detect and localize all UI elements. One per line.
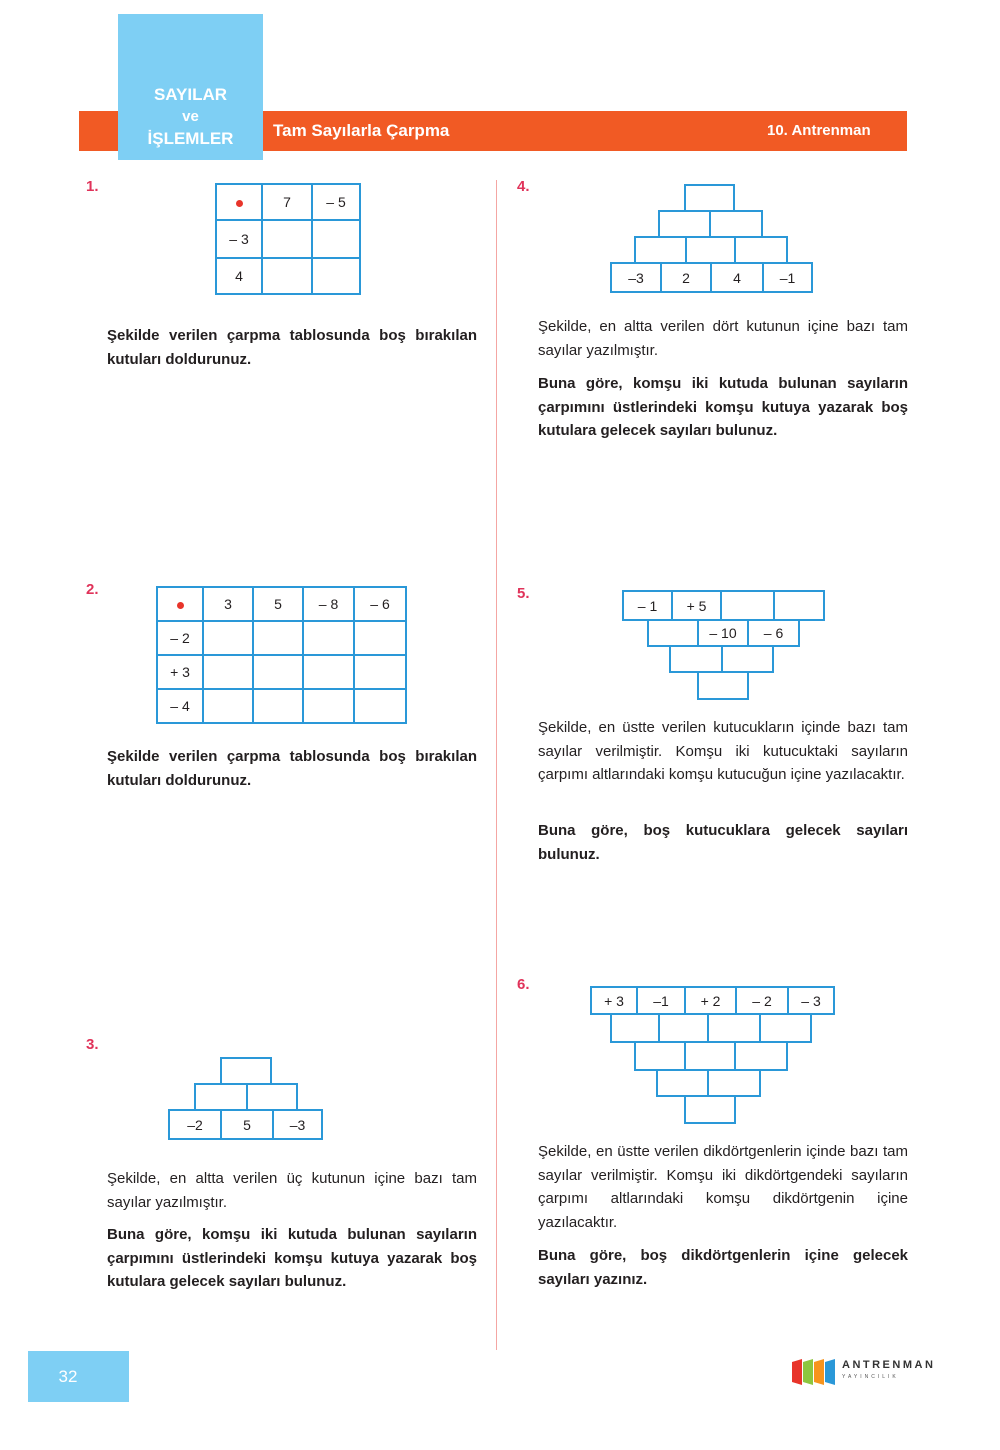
q6-given-box: – 2 bbox=[735, 986, 789, 1015]
q2-empty-cell[interactable] bbox=[253, 689, 303, 723]
q4-given-box: 2 bbox=[660, 262, 712, 293]
q6-given-box: –1 bbox=[636, 986, 686, 1015]
q3-empty-box[interactable] bbox=[194, 1083, 248, 1111]
q5-empty-box[interactable] bbox=[721, 645, 774, 673]
q5-given-box: – 6 bbox=[747, 619, 800, 647]
q1-row-header: 4 bbox=[216, 258, 262, 294]
q4-given-box: 4 bbox=[710, 262, 764, 293]
q2-col-header: – 6 bbox=[354, 587, 406, 621]
q4-empty-box[interactable] bbox=[684, 184, 735, 212]
q2-empty-cell[interactable] bbox=[203, 689, 253, 723]
q2-empty-cell[interactable] bbox=[303, 689, 354, 723]
q2-row-header: + 3 bbox=[157, 655, 203, 689]
q2-col-header: 5 bbox=[253, 587, 303, 621]
q6-empty-box[interactable] bbox=[707, 1069, 761, 1097]
publisher-logo-icon bbox=[792, 1358, 838, 1388]
q6-empty-box[interactable] bbox=[734, 1041, 788, 1071]
q6-empty-box[interactable] bbox=[707, 1013, 761, 1043]
q3-instruction: Buna göre, komşu iki kutuda bulunan sayıların çarpımını üstlerindeki komşu kutuya yazarak boş kutulara gelecek sayıları bulunuz. bbox=[107, 1226, 477, 1290]
q5-empty-box[interactable] bbox=[669, 645, 723, 673]
q3-given-box: –3 bbox=[272, 1109, 323, 1140]
q2-col-header: 3 bbox=[203, 587, 253, 621]
q5-instruction: Buna göre, boş kutucuklara gelecek sayıları bulunuz. bbox=[538, 822, 908, 863]
q5-given-box: – 10 bbox=[697, 619, 749, 647]
q6-instruction: Buna göre, boş dikdörtgenlerin içine gelecek sayıları yazınız. bbox=[538, 1247, 908, 1288]
q2-empty-cell[interactable] bbox=[354, 655, 406, 689]
q6-empty-box[interactable] bbox=[634, 1041, 686, 1071]
q4-given-box: –1 bbox=[762, 262, 813, 293]
q6-given-box: – 3 bbox=[787, 986, 835, 1015]
q2-empty-cell[interactable] bbox=[303, 621, 354, 655]
section-tab-line1: SAYILAR bbox=[153, 85, 228, 104]
q1-empty-cell[interactable] bbox=[312, 258, 360, 294]
q2-empty-cell[interactable] bbox=[203, 655, 253, 689]
page-title: Tam Sayılarla Çarpma bbox=[273, 121, 450, 140]
q3-given-box: 5 bbox=[220, 1109, 274, 1140]
q5-empty-box[interactable] bbox=[720, 590, 775, 621]
q2-row-header: – 2 bbox=[157, 621, 203, 655]
q4-description: Şekilde, en altta verilen dört kutunun içine bazı tam sayılar yazılmıştır. bbox=[538, 318, 908, 359]
q6-empty-box[interactable] bbox=[759, 1013, 812, 1043]
q4-empty-box[interactable] bbox=[634, 236, 687, 264]
section-tab-line2: ve bbox=[182, 108, 199, 125]
q2-empty-cell[interactable] bbox=[303, 655, 354, 689]
q6-empty-box[interactable] bbox=[610, 1013, 660, 1043]
q2-empty-cell[interactable] bbox=[203, 621, 253, 655]
q4-empty-box[interactable] bbox=[658, 210, 711, 238]
q2-instruction: Şekilde verilen çarpma tablosunda boş bırakılan kutuları doldurunuz. bbox=[107, 748, 477, 789]
publisher-logo-text: ANTRENMAN bbox=[842, 1359, 936, 1371]
question-6-number: 6. bbox=[517, 976, 530, 993]
q6-empty-box[interactable] bbox=[684, 1095, 736, 1124]
q2-empty-cell[interactable] bbox=[354, 621, 406, 655]
q1-empty-cell[interactable] bbox=[312, 220, 360, 258]
section-tab-line3: İŞLEMLER bbox=[147, 129, 234, 148]
q6-given-box: + 2 bbox=[684, 986, 737, 1015]
question-3-number: 3. bbox=[86, 1036, 99, 1053]
question-4-number: 4. bbox=[517, 178, 530, 195]
q2-multiplication-table bbox=[156, 586, 407, 724]
publisher-logo-subtext: YAYINCILIK bbox=[842, 1374, 899, 1380]
question-2-number: 2. bbox=[86, 581, 99, 598]
q1-multiplication-table bbox=[215, 183, 361, 295]
q1-empty-cell[interactable] bbox=[262, 258, 312, 294]
q6-description: Şekilde, en üstte verilen dikdörtgenlerin içinde bazı tam sayılar verilmiştir. Komşu iki dikdörtgendeki sayıların çarpımı altlarındaki komşu dikdörtgenin içine yazılacaktır. bbox=[538, 1143, 908, 1231]
q1-col-header: – 5 bbox=[312, 184, 360, 220]
q3-given-box: –2 bbox=[168, 1109, 222, 1140]
q2-empty-cell[interactable] bbox=[253, 655, 303, 689]
q4-empty-box[interactable] bbox=[734, 236, 788, 264]
column-divider bbox=[496, 180, 497, 1350]
q6-empty-box[interactable] bbox=[656, 1069, 709, 1097]
q4-empty-box[interactable] bbox=[685, 236, 736, 264]
q4-given-box: –3 bbox=[610, 262, 662, 293]
section-tab-label bbox=[118, 84, 263, 150]
q2-col-header: – 8 bbox=[303, 587, 354, 621]
q4-empty-box[interactable] bbox=[709, 210, 763, 238]
page-number: 32 bbox=[58, 1367, 78, 1386]
q2-empty-cell[interactable] bbox=[253, 621, 303, 655]
q1-corner bbox=[216, 184, 262, 220]
q6-given-box: + 3 bbox=[590, 986, 638, 1015]
q3-empty-box[interactable] bbox=[220, 1057, 272, 1085]
question-5-number: 5. bbox=[517, 585, 530, 602]
lesson-number: 10. Antrenman bbox=[767, 122, 871, 139]
q5-empty-box[interactable] bbox=[773, 590, 825, 621]
q6-empty-box[interactable] bbox=[658, 1013, 709, 1043]
q1-empty-cell[interactable] bbox=[262, 220, 312, 258]
q5-given-box: + 5 bbox=[671, 590, 722, 621]
dot-icon bbox=[177, 602, 184, 609]
q2-row-header: – 4 bbox=[157, 689, 203, 723]
q5-empty-box[interactable] bbox=[697, 671, 749, 700]
q1-row-header: – 3 bbox=[216, 220, 262, 258]
q5-given-box: – 1 bbox=[622, 590, 673, 621]
q1-instruction: Şekilde verilen çarpma tablosunda boş bırakılan kutuları doldurunuz. bbox=[107, 327, 477, 368]
dot-icon bbox=[236, 200, 243, 207]
q1-col-header: 7 bbox=[262, 184, 312, 220]
q6-empty-box[interactable] bbox=[684, 1041, 736, 1071]
q3-description: Şekilde, en altta verilen üç kutunun içine bazı tam sayılar yazılmıştır. bbox=[107, 1170, 477, 1211]
q5-empty-box[interactable] bbox=[647, 619, 699, 647]
q5-description: Şekilde, en üstte verilen kutucukların içinde bazı tam sayılar verilmiştir. Komşu iki kutucuktaki sayıların çarpımı altlarındaki komşu kutucuğun içine yazılacaktır. bbox=[538, 719, 908, 783]
q2-corner bbox=[157, 587, 203, 621]
q3-empty-box[interactable] bbox=[246, 1083, 298, 1111]
q2-empty-cell[interactable] bbox=[354, 689, 406, 723]
q4-instruction: Buna göre, komşu iki kutuda bulunan sayıların çarpımını üstlerindeki komşu kutuya yazarak boş kutulara gelecek sayıları bulunuz. bbox=[538, 375, 908, 439]
question-1-number: 1. bbox=[86, 178, 99, 195]
